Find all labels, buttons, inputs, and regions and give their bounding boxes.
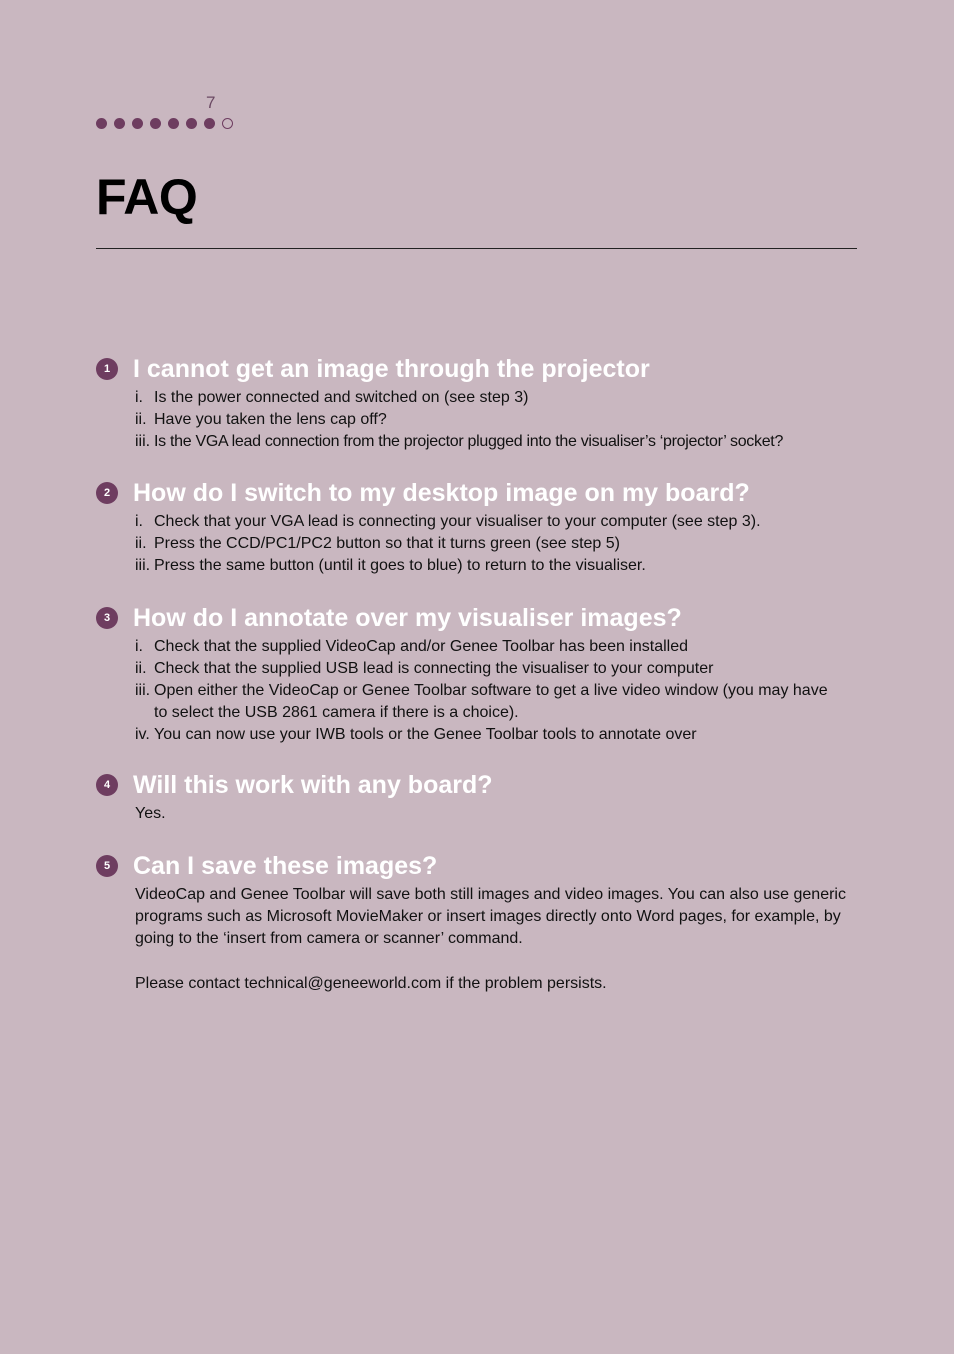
progress-dot-filled xyxy=(204,118,215,129)
answer-item xyxy=(135,387,876,409)
answer-list xyxy=(135,387,876,453)
faq-header xyxy=(96,851,876,881)
question-number-badge: 4 xyxy=(96,774,118,796)
question-number-badge: 2 xyxy=(96,482,118,504)
faq-header xyxy=(96,478,876,508)
faq-question: Will this work with any board? xyxy=(133,770,493,799)
faq-header xyxy=(96,603,876,633)
answer-text: Check that the supplied VideoCap and/or Genee Toolbar has been installed xyxy=(154,638,689,655)
answer-list xyxy=(135,636,876,746)
question-number-badge: 5 xyxy=(96,855,118,877)
faq-question: Can I save these images? xyxy=(133,851,438,880)
answer-item xyxy=(135,431,876,453)
progress-dot-filled xyxy=(132,118,143,129)
faq-header xyxy=(96,354,876,384)
answer-text: Check that the supplied USB lead is connecting the visualiser to your computer xyxy=(154,660,714,677)
list-marker: ii. xyxy=(135,660,147,677)
answer-item xyxy=(135,680,876,724)
page-title: FAQ xyxy=(96,169,198,225)
faq-question: I cannot get an image through the projector xyxy=(133,354,650,383)
progress-dot-filled xyxy=(96,118,107,129)
faq-question: How do I annotate over my visualiser images? xyxy=(133,603,682,632)
progress-dot-filled xyxy=(168,118,179,129)
title-divider xyxy=(96,248,857,249)
progress-dot-empty xyxy=(222,118,233,129)
answer-text: Check that your VGA lead is connecting your visualiser to your computer (see step 3). xyxy=(154,513,761,530)
progress-dot-filled xyxy=(150,118,161,129)
answer-text: Yes. xyxy=(135,805,166,822)
faq-header xyxy=(96,770,876,800)
answer-item xyxy=(135,533,876,555)
faq-item-2 xyxy=(96,478,876,577)
answer-item xyxy=(135,724,876,746)
faq-item-4 xyxy=(96,770,876,825)
answer-text: VideoCap and Genee Toolbar will save both still images and video images. You can also use generic programs such as Microsoft MovieMaker or insert images directly onto Word pages, for example, by going to the ‘insert from camera or scanner’ command. xyxy=(135,886,846,947)
list-marker: i. xyxy=(135,389,143,406)
answer-text: Have you taken the lens cap off? xyxy=(154,411,387,428)
page-number: 7 xyxy=(206,93,216,112)
answer-item xyxy=(135,511,876,533)
faq-item-5 xyxy=(96,851,876,950)
faq-item-3 xyxy=(96,603,876,746)
progress-dot-filled xyxy=(114,118,125,129)
list-marker: i. xyxy=(135,638,143,655)
answer-text: Press the CCD/PC1/PC2 button so that it turns green (see step 5) xyxy=(154,535,620,552)
list-marker: ii. xyxy=(135,411,147,428)
answer-item xyxy=(135,555,876,577)
answer-item xyxy=(135,658,876,680)
answer-item xyxy=(135,636,876,658)
faq-item-1 xyxy=(96,354,876,453)
progress-dots xyxy=(96,118,233,129)
list-marker: iii. xyxy=(135,557,151,574)
list-marker: i. xyxy=(135,513,143,530)
answer-text: You can now use your IWB tools or the Genee Toolbar tools to annotate over xyxy=(154,726,697,743)
answer-list xyxy=(135,511,876,577)
progress-dot-filled xyxy=(186,118,197,129)
question-number-badge: 1 xyxy=(96,358,118,380)
question-number-badge: 3 xyxy=(96,607,118,629)
contact-note: Please contact technical@geneeworld.com if the problem persists. xyxy=(135,975,607,992)
answer-text: Is the VGA lead connection from the projector plugged into the visualiser’s ‘projector’ socket? xyxy=(154,433,784,450)
answer-item xyxy=(135,409,876,431)
list-marker: iii. xyxy=(135,433,151,450)
list-marker: iii. xyxy=(135,682,151,699)
list-marker: ii. xyxy=(135,535,147,552)
list-marker: iv. xyxy=(135,726,150,743)
answer-text: Is the power connected and switched on (see step 3) xyxy=(154,389,529,406)
faq-question: How do I switch to my desktop image on my board? xyxy=(133,478,750,507)
answer-text: Press the same button (until it goes to blue) to return to the visualiser. xyxy=(154,557,646,574)
answer-text: Open either the VideoCap or Genee Toolbar software to get a live video window (you may have to select the USB 2861 camera if there is a choice). xyxy=(154,682,828,721)
